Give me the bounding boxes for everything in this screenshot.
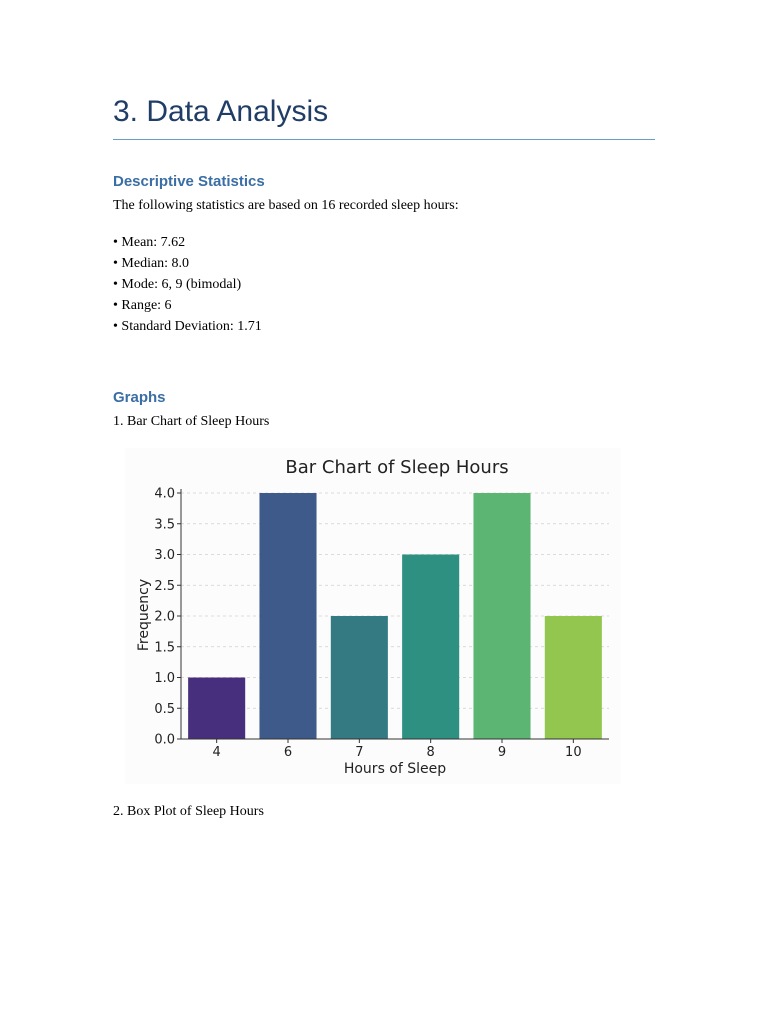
graphs-heading: Graphs [113, 389, 166, 406]
y-tick-label: 2.5 [154, 578, 175, 594]
x-axis-ticks [213, 739, 582, 760]
stat-mode: • Mode: 6, 9 (bimodal) [113, 277, 242, 292]
statistics-intro: The following statistics are based on 16 recorded sleep hours: [113, 198, 459, 213]
bar-6 [259, 493, 316, 739]
x-tick-label: 7 [355, 745, 364, 760]
x-tick-label: 10 [565, 745, 582, 760]
bar-chart-caption: 1. Bar Chart of Sleep Hours [113, 414, 270, 429]
page-title: 3. Data Analysis [113, 95, 329, 128]
y-tick-label: 3.0 [154, 548, 175, 563]
bar-7 [331, 616, 388, 739]
y-tick-label: 3.5 [154, 517, 175, 533]
bar-10 [545, 616, 602, 739]
y-axis-label: Frequency [136, 578, 152, 652]
y-tick-label: 0.5 [154, 701, 175, 717]
y-tick-label: 0.0 [154, 732, 175, 748]
x-tick-label: 6 [283, 745, 293, 760]
title-divider [113, 139, 655, 140]
chart-title: Bar Chart of Sleep Hours [285, 457, 509, 478]
bar-8 [402, 555, 459, 740]
y-tick-label: 1.0 [154, 671, 175, 686]
x-tick-label: 9 [497, 745, 507, 760]
bar-chart-figure [125, 448, 621, 784]
y-axis-ticks [154, 487, 181, 748]
x-tick-label: 8 [426, 745, 435, 760]
x-tick-label: 4 [212, 745, 221, 760]
stat-range: • Range: 6 [113, 298, 172, 313]
y-tick-label: 1.5 [154, 640, 175, 656]
bar-chart [125, 448, 621, 784]
box-plot-caption: 2. Box Plot of Sleep Hours [113, 804, 264, 819]
stat-standard-deviation: • Standard Deviation: 1.71 [113, 319, 262, 334]
bar-4 [188, 678, 245, 740]
stat-median: • Median: 8.0 [113, 256, 190, 271]
stat-mean: • Mean: 7.62 [113, 235, 186, 250]
chart-bars [188, 493, 602, 739]
statistics-list [113, 232, 262, 337]
bar-9 [473, 493, 530, 739]
descriptive-statistics-heading: Descriptive Statistics [113, 173, 265, 190]
y-tick-label: 2.0 [154, 609, 175, 625]
y-tick-label: 4.0 [154, 486, 175, 502]
x-axis-label: Hours of Sleep [343, 761, 447, 777]
